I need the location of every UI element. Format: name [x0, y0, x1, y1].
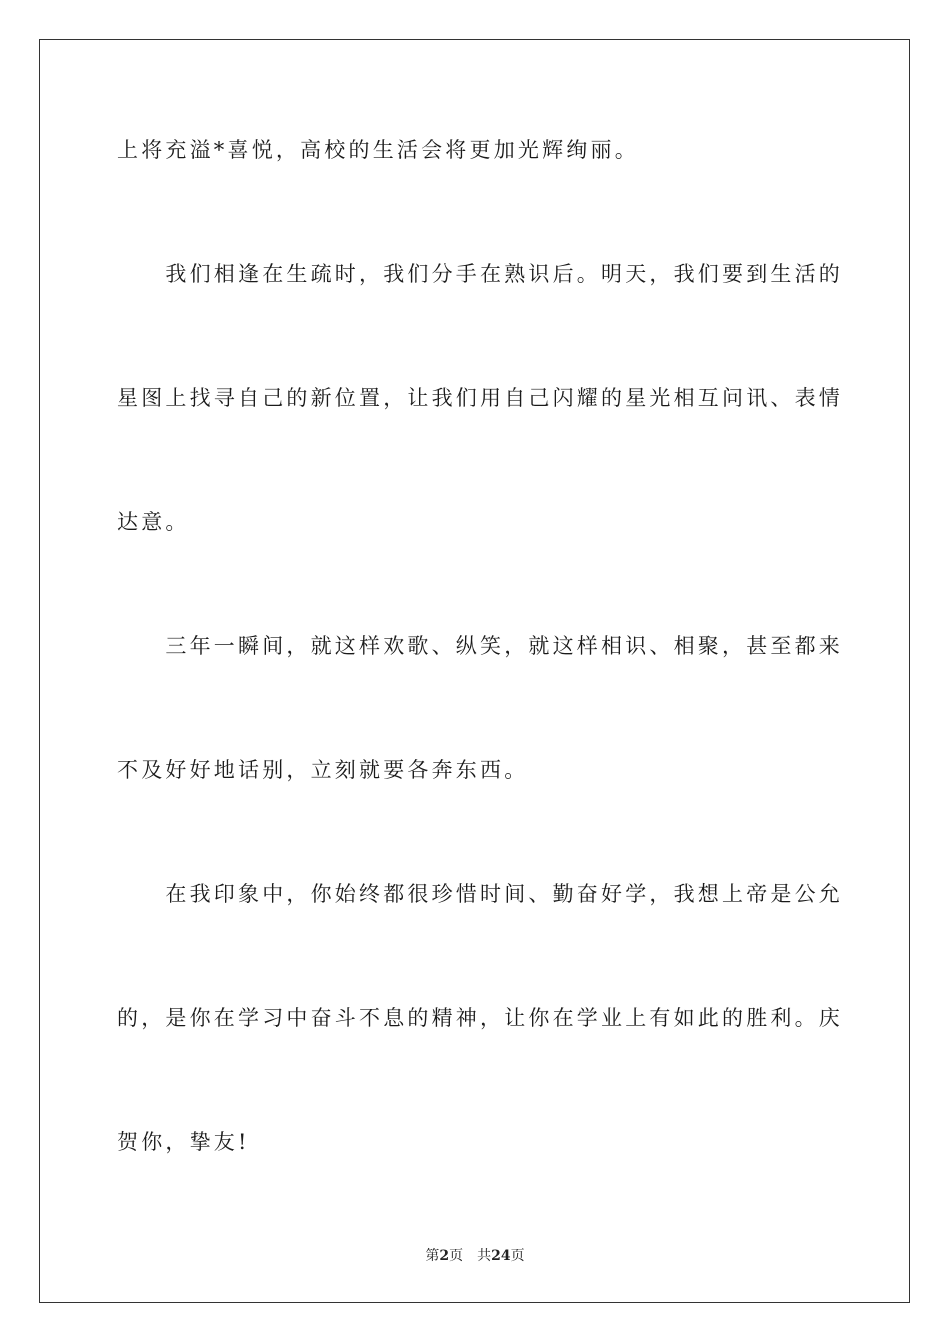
text-line: 不及好好地话别，立刻就要各奔东西。 — [117, 758, 529, 782]
text-line: 达意。 — [117, 510, 190, 534]
text-line: 星图上找寻自己的新位置，让我们用自己闪耀的星光相互问讯、表情 — [117, 386, 843, 410]
total-prefix: 共 — [477, 1248, 492, 1264]
page-border — [39, 39, 910, 1303]
text-line: 我们相逢在生疏时，我们分手在熟识后。明天，我们要到生活的 — [117, 262, 843, 286]
page-suffix: 页 — [449, 1248, 464, 1264]
text-line: 在我印象中，你始终都很珍惜时间、勤奋好学，我想上帝是公允 — [117, 882, 843, 906]
text-line: 上将充溢*喜悦，高校的生活会将更加光辉绚丽。 — [117, 138, 639, 162]
page-footer — [0, 1247, 950, 1265]
text-line: 贺你，挚友! — [117, 1130, 250, 1154]
text-line: 的，是你在学习中奋斗不息的精神，让你在学业上有如此的胜利。庆 — [117, 1006, 843, 1030]
page-number: 2 — [439, 1248, 450, 1264]
text-line: 三年一瞬间，就这样欢歌、纵笑，就这样相识、相聚，甚至都来 — [117, 634, 843, 658]
total-pages: 24 — [491, 1248, 511, 1264]
total-suffix: 页 — [510, 1248, 525, 1264]
page-prefix: 第 — [425, 1248, 440, 1264]
